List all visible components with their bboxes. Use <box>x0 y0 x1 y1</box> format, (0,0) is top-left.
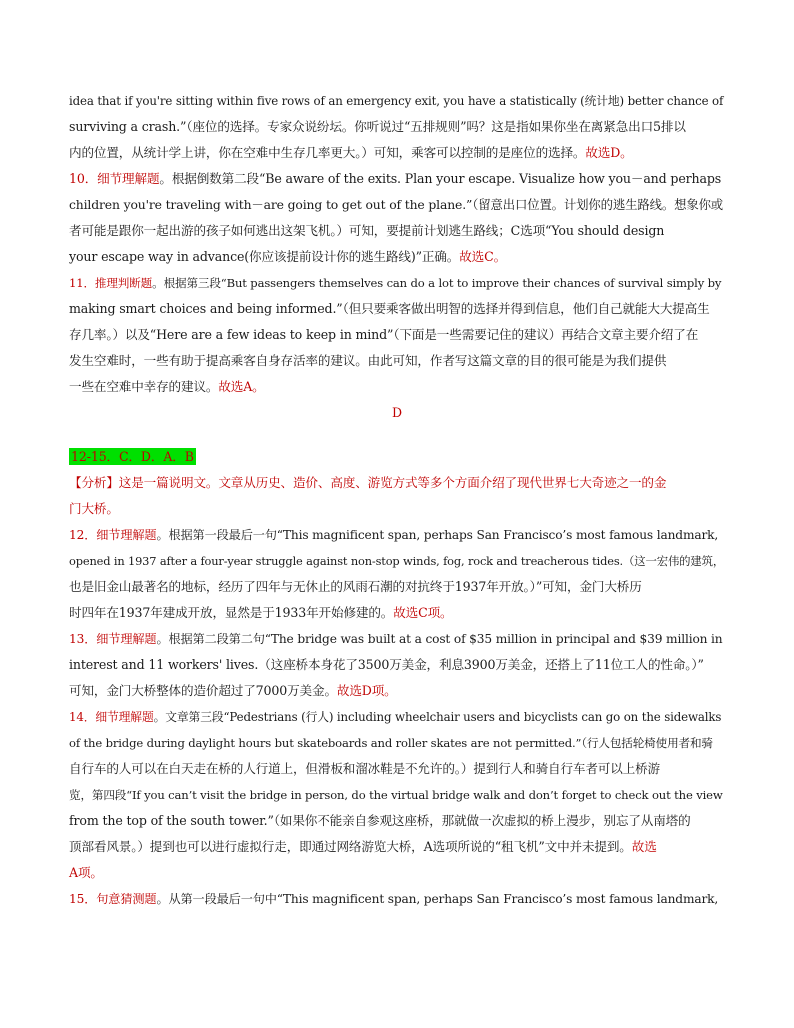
paragraph-text: making smart choices and being informed.”（但只要乘客做出明智的选择并得到信息，他们自己就能大大提高生 <box>69 301 710 316</box>
text-line <box>69 574 725 600</box>
text-line <box>69 600 725 626</box>
text-line <box>69 730 725 756</box>
text-line <box>69 808 725 834</box>
paragraph-text: 。从第一段最后一句中“This magnificent span, perhaps San Francisco’s most famous landmark, <box>156 892 719 906</box>
answer-key: 12-15．C．D．A．B <box>71 449 194 464</box>
paragraph-text: of the bridge during daylight hours but skateboards and roller skates are not permitted.”（行人包括轮椅使用者和骑 <box>69 736 713 750</box>
text-line <box>69 756 725 782</box>
paragraph-text: children you're traveling with－are going to get out of the plane.”（留意出口位置。计划你的逃生路线。想象你或 <box>69 197 724 212</box>
text-line <box>69 114 725 140</box>
spacer <box>69 426 725 444</box>
answer-conclusion: 故选C。 <box>459 249 507 264</box>
text-line <box>69 782 725 808</box>
text-line <box>69 218 725 244</box>
paragraph-text: 览，第四段“If you can’t visit the bridge in person, do the virtual bridge walk and don’t forget to check out the view <box>69 788 723 802</box>
text-line <box>69 140 725 166</box>
paragraph-text: interest and 11 workers' lives.（这座桥本身花了3500万美金，利息3900万美金，还搭上了11位工人的性命。）” <box>69 657 704 672</box>
analysis-line <box>69 496 725 522</box>
paragraph-text: 者可能是跟你一起出游的孩子如何逃出这架飞机。）可知，要提前计划逃生路线；C选项“You should design <box>69 223 665 238</box>
paragraph-text: 可知，金门大桥整体的造价超过了7000万美金。 <box>69 683 337 698</box>
text-line <box>69 374 725 400</box>
paragraph-text: 。根据第三段“But passengers themselves can do a lot to improve their chances of survival simply by <box>152 276 722 290</box>
paragraph-text: your escape way in advance(你应该提前设计你的逃生路线)”正确。 <box>69 249 460 264</box>
text-line <box>69 296 725 322</box>
paragraph-text: 也是旧金山最著名的地标，经历了四年与无休止的风雨石潮的对抗终于1937年开放。）”可知，金门大桥历 <box>69 579 642 594</box>
answer-conclusion: 故选D。 <box>585 145 633 160</box>
paragraph-text: 一些在空难中幸存的建议。 <box>69 379 219 394</box>
text-line <box>69 244 725 270</box>
question-type: 细节理解题 <box>96 632 157 646</box>
text-line <box>69 348 725 374</box>
paragraph-text: 。文章第三段“Pedestrians (行人) including wheelchair users and bicyclists can go on the sidewalks <box>153 710 722 724</box>
paragraph-text: 。根据倒数第二段“Be aware of the exits. Plan your escape. Visualize how you－and perhaps <box>159 171 722 186</box>
paragraph-text: 顶部看风景。）提到也可以进行虚拟行走，即通过网络游览大桥，A选项所说的“租飞机”文中并未提到。 <box>69 839 632 854</box>
answer-conclusion: 故选 <box>631 839 657 854</box>
question-15-line <box>69 886 725 912</box>
question-number: 11． <box>69 276 95 290</box>
text-line <box>69 548 725 574</box>
text-line <box>69 860 725 886</box>
analysis-text: 【分析】这是一篇说明文。文章从历史、造价、高度、游览方式等多个方面介绍了现代世界七大奇迹之一的金 <box>69 475 667 490</box>
analysis-line <box>69 470 725 496</box>
question-13-line <box>69 626 725 652</box>
question-14-line <box>69 704 725 730</box>
text-line <box>69 652 725 678</box>
text-line <box>69 678 725 704</box>
paragraph-text: idea that if you're sitting within five rows of an emergency exit, you have a statistically (统计地) better chance of <box>69 94 724 108</box>
analysis-text: 门大桥。 <box>69 501 119 516</box>
paragraph-text: 自行车的人可以在白天走在桥的人行道上，但滑板和溜冰鞋是不允许的。）提到行人和骑自行车者可以上桥游 <box>69 761 661 776</box>
question-10-line <box>69 166 725 192</box>
text-line <box>69 88 725 114</box>
section-letter: D <box>392 405 402 420</box>
text-line <box>69 322 725 348</box>
answer-conclusion: A项。 <box>69 865 103 880</box>
question-number: 10． <box>69 171 98 186</box>
paragraph-text: surviving a crash.”（座位的选择。专家众说纷坛。你听说过“五排规则”吗？这是指如果你坐在离紧急出口5排以 <box>69 119 686 134</box>
question-number: 14． <box>69 710 96 724</box>
answers-line <box>69 444 725 470</box>
answer-conclusion: 故选C项。 <box>393 605 453 620</box>
answer-conclusion: 故选A。 <box>218 379 265 394</box>
paragraph-text: opened in 1937 after a four-year struggle against non-stop winds, fog, rock and treacherous tides.（这一宏伟的建筑， <box>69 554 725 568</box>
question-number: 12． <box>69 528 97 542</box>
question-type: 细节理解题 <box>97 171 160 186</box>
paragraph-text: 存几率。）以及“Here are a few ideas to keep in mind”（下面是一些需要记住的建议）再结合文章主要介绍了在 <box>69 327 699 342</box>
question-12-line <box>69 522 725 548</box>
question-11-line <box>69 270 725 296</box>
paragraph-text: 发生空难时，一些有助于提高乘客自身存活率的建议。由此可知，作者写这篇文章的目的很可能是为我们提供 <box>69 353 667 368</box>
paragraph-text: from the top of the south tower.”（如果你不能亲自参观这座桥，那就做一次虚拟的桥上漫步，别忘了从南塔的 <box>69 813 691 828</box>
text-line <box>69 192 725 218</box>
document-page <box>69 88 725 912</box>
answer-conclusion: 故选D项。 <box>336 683 397 698</box>
question-type: 句意猜测题 <box>96 892 157 906</box>
question-type: 推理判断题 <box>94 276 153 290</box>
paragraph-text: 。根据第一段最后一句“This magnificent span, perhaps San Francisco’s most famous landmark, <box>156 528 719 542</box>
paragraph-text: 内的位置，从统计学上讲，你在空难中生存几率更大。）可知，乘客可以控制的是座位的选择。 <box>69 145 586 160</box>
question-type: 细节理解题 <box>95 710 154 724</box>
text-line <box>69 834 725 860</box>
question-number: 13． <box>69 632 97 646</box>
question-type: 细节理解题 <box>96 528 157 542</box>
paragraph-text: 。根据第二段第二句“The bridge was built at a cost of $35 million in principal and $39 million in <box>156 632 723 646</box>
paragraph-text: 时四年在1937年建成开放，显然是于1933年开始修建的。 <box>69 605 394 620</box>
question-number: 15． <box>69 892 97 906</box>
